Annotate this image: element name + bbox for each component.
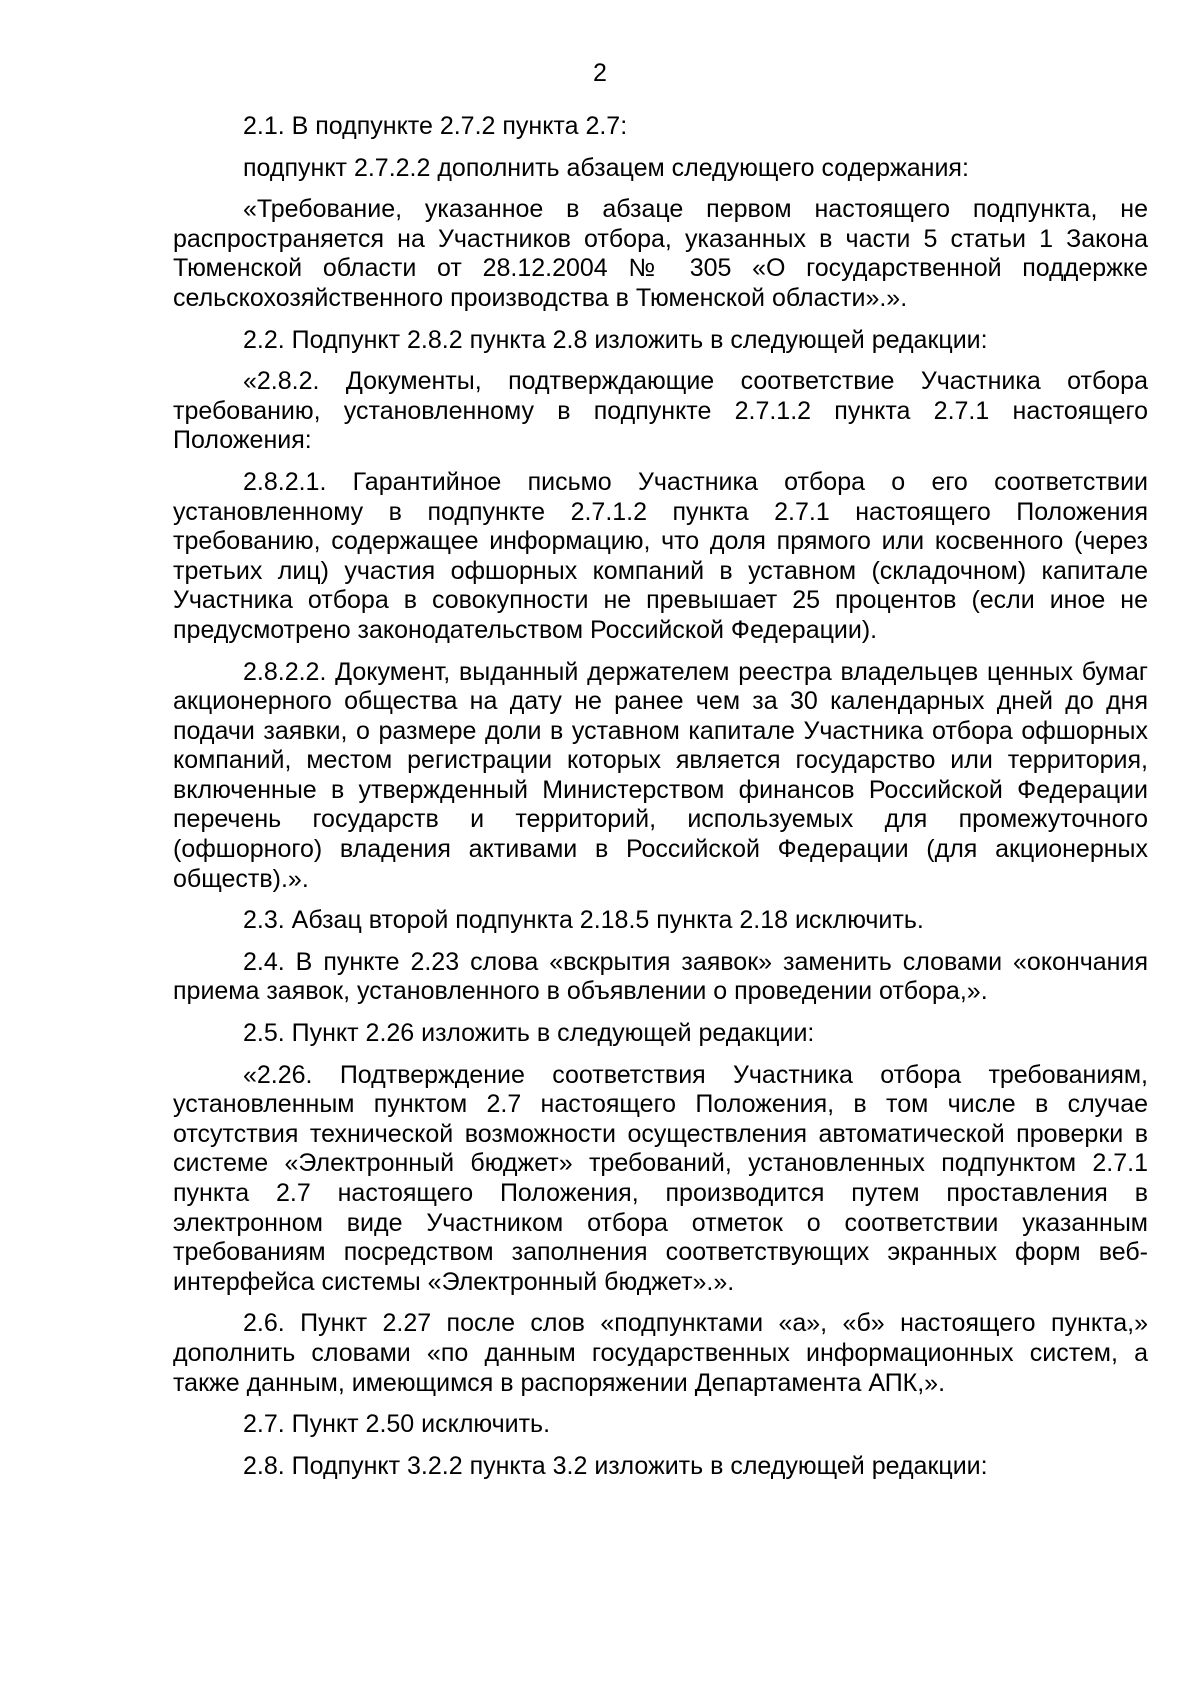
paragraph-2-1-quote: «Требование, указанное в абзаце первом настоящего подпункта, не распространяется на Участников отбора, указанных в части 5 статьи 1 Закона Тюменской области от 28.12.2004 № 305 «О государственной поддержке сельскохозяйственного производства в Тюменской области».». (173, 195, 1148, 312)
paragraph-2-8-2-1: 2.8.2.1. Гарантийное письмо Участника отбора о его соответствии установленному в подпункте 2.7.1.2 пункта 2.7.1 настоящего Положения требованию, содержащее информацию, что доля прямого или косвенного (через третьих лиц) участия офшорных компаний в уставном (складочном) капитале Участника отбора в совокупности не превышает 25 процентов (если иное не предусмотрено законодательством Российской Федерации). (173, 467, 1148, 644)
paragraph-2-5: 2.5. Пункт 2.26 изложить в следующей редакции: (243, 1019, 815, 1048)
paragraph-2-1-amendment: подпункт 2.7.2.2 дополнить абзацем следующего содержания: (243, 153, 969, 182)
paragraph-2-1: 2.1. В подпункте 2.7.2 пункта 2.7: (243, 112, 628, 140)
page-number: 2 (593, 59, 607, 87)
paragraph-2-4: 2.4. В пункте 2.23 слова «вскрытия заявок» заменить словами «окончания приема заявок, установленного в объявлении о проведении отбора,». (173, 947, 1148, 1006)
paragraph-2-3: 2.3. Абзац второй подпункта 2.18.5 пункта 2.18 исключить. (243, 906, 924, 935)
paragraph-2-26-quote: «2.26. Подтверждение соответствия Участника отбора требованиям, установленным пунктом 2.7 настоящего Положения, в том числе в случае отсутствия технической возможности осуществления автоматической проверки в системе «Электронный бюджет» требований, установленных подпунктом 2.7.1 пункта 2.7 настоящего Положения, производится путем проставления в электронном виде Участником отбора отметок о соответствии указанным требованиям посредством заполнения соответствующих экранных форм веб-интерфейса системы «Электронный бюджет».». (173, 1060, 1148, 1296)
paragraph-2-8-2: «2.8.2. Документы, подтверждающие соответствие Участника отбора требованию, установленному в подпункте 2.7.1.2 пункта 2.7.1 настоящего Положения: (173, 367, 1148, 455)
document-body (173, 112, 1148, 1493)
paragraph-2-7: 2.7. Пункт 2.50 исключить. (243, 1410, 551, 1439)
paragraph-2-8-2-2: 2.8.2.2. Документ, выданный держателем реестра владельцев ценных бумаг акционерного общества на дату не ранее чем за 30 календарных дней до дня подачи заявки, о размере доли в уставном капитале Участника отбора офшорных компаний, местом регистрации которых является государство или территория, включенные в утвержденный Министерством финансов Российской Федерации перечень государств и территорий, используемых для промежуточного (офшорного) владения активами в Российской Федерации (для акционерных обществ).». (173, 657, 1148, 893)
paragraph-2-6: 2.6. Пункт 2.27 после слов «подпунктами «а», «б» настоящего пункта,» дополнить словами «по данным государственных информационных систем, а также данным, имеющимся в распоряжении Департамента АПК,». (173, 1309, 1148, 1397)
paragraph-2-8: 2.8. Подпункт 3.2.2 пункта 3.2 изложить в следующей редакции: (243, 1451, 988, 1480)
paragraph-2-2: 2.2. Подпункт 2.8.2 пункта 2.8 изложить в следующей редакции: (243, 325, 988, 354)
